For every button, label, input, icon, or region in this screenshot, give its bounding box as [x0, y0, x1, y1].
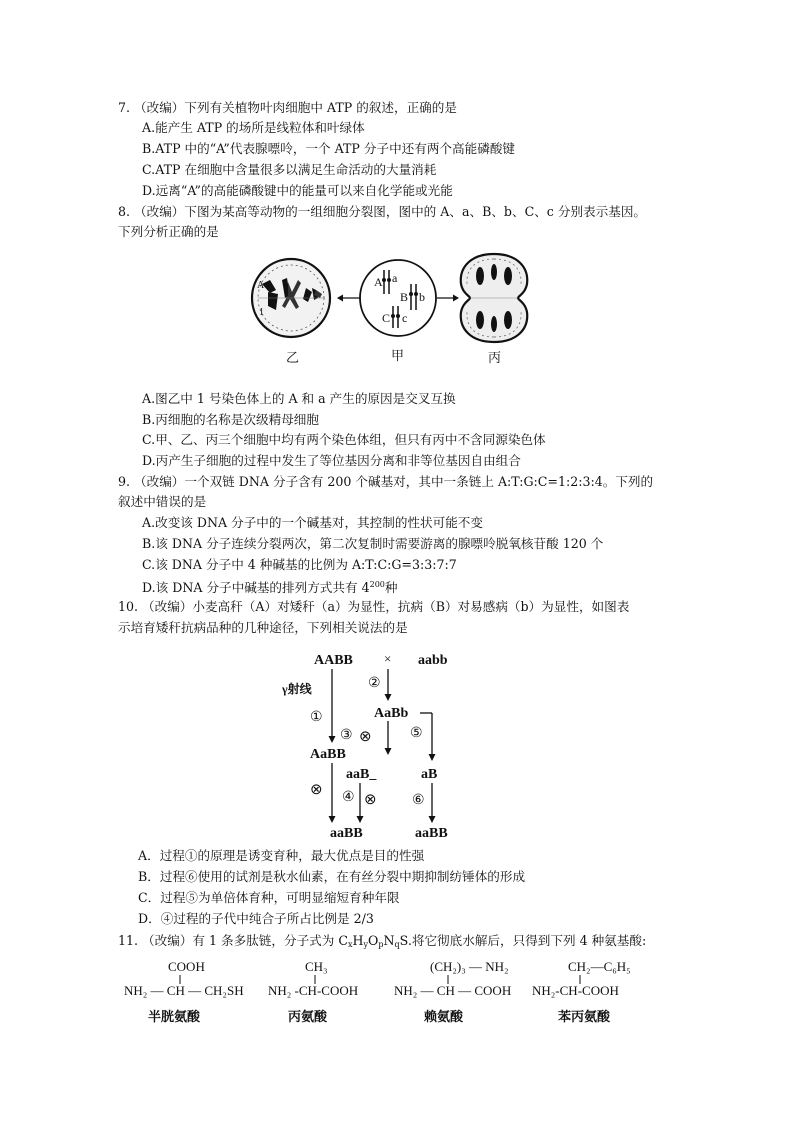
q10-stem-line2: 示培育矮秆抗病品种的几种途径，下列相关说法的是: [118, 620, 408, 635]
result-aaBB-right: aaBB: [415, 826, 448, 841]
q10-breeding-diagram: [270, 647, 470, 843]
q8-cell-division-figure: [248, 248, 548, 370]
cysteine-top-group: COOH: [168, 959, 205, 974]
jia-gene-a: a: [392, 271, 398, 285]
q8-option-c: C.甲、乙、丙三个细胞中均有两个染色体组，但只有丙中不含同源染色体: [142, 432, 546, 447]
jia-gene-c: c: [402, 311, 408, 325]
q8-stem-line1: 8. （改编）下图为某高等动物的一组细胞分裂图，图中的 A、a、B、b、C、c 分别表示基因。: [118, 204, 647, 219]
parent-aabb: aabb: [418, 653, 448, 668]
q8-stem-line2: 下列分析正确的是: [118, 224, 219, 239]
selfed-aaB_: aaB_: [346, 767, 377, 782]
yi-chromosome-1: 1: [259, 307, 264, 318]
q9-stem-line2: 叙述中错误的是: [118, 494, 207, 509]
step-1b-selfing-icon: ⊗: [310, 782, 323, 798]
step-4-selfing-icon: ⊗: [364, 792, 377, 808]
q10-option-d: D．④过程的子代中纯合子所占比例是 2/3: [138, 911, 374, 926]
step-5-label: ⑤: [410, 726, 423, 741]
q9-option-d: [142, 576, 397, 597]
fig-label-yi: 乙: [286, 351, 300, 366]
q9-option-c: C.该 DNA 分子中 4 种碱基的比例为 A:T:C:G=3:3:7:7: [142, 557, 457, 572]
step-4-label: ④: [342, 790, 355, 805]
q10-stem-line1: 10. （改编）小麦高秆（A）对矮秆（a）为显性，抗病（B）对易感病（b）为显性，如图表: [118, 599, 630, 614]
alanine-name: 丙氨酸: [288, 1010, 328, 1025]
phenylalanine-main-chain: NH₂-CH-COOH: [532, 983, 619, 998]
q11-amino-acid-structures: [118, 954, 678, 1030]
parent-AABB: AABB: [314, 653, 353, 668]
q10-option-c: C．过程⑤为单倍体育种，可明显缩短育种年限: [138, 890, 400, 905]
cysteine-main-chain: NH₂ — CH — CH₂SH: [124, 983, 244, 998]
yi-gene-A: A: [257, 280, 265, 291]
q11-stem: 11. （改编）有 1 条多肽链，分子式为 $C_xH_yO_pN_qS$.将它彻底水解后，只得到下列 4 种氨基酸:: [118, 933, 647, 949]
fig-label-bing: 丙: [488, 351, 502, 366]
q11-stem-text: 11. （改编）有 1 条多肽链，分子式为 C: [118, 933, 349, 948]
step-2-label: ②: [368, 676, 381, 691]
q9-option-a: A.改变该 DNA 分子中的一个碱基对，其控制的性状可能不变: [142, 515, 483, 530]
step-3-selfing-icon: ⊗: [359, 729, 372, 745]
q9-option-d-exponent: 200: [369, 580, 385, 589]
lysine-top-group: (CH₂)₃ — NH₂: [430, 959, 509, 974]
q8-option-d: D.丙产生子细胞的过程中发生了等位基因分离和非等位基因自由组合: [142, 453, 521, 468]
fig-label-jia: 甲: [391, 349, 405, 364]
lysine-name: 赖氨酸: [424, 1010, 464, 1025]
jia-gene-B: B: [400, 290, 409, 304]
gamma-ray-label: γ射线: [282, 682, 312, 696]
step-3-label: ③: [340, 728, 353, 743]
q7-option-b: B.ATP 中的“A”代表腺嘌呤，一个 ATP 分子中还有两个高能磷酸键: [142, 141, 516, 156]
q9-option-d-text: D.该 DNA 分子中碱基的排列方式共有 4: [142, 580, 370, 595]
result-aaBB-left: aaBB: [330, 826, 363, 841]
alanine-main-chain: NH₂ -CH-COOH: [268, 983, 359, 998]
mutant-AaBB: AaBB: [310, 747, 346, 762]
q10-option-b: B．过程⑥使用的试剂是秋水仙素，在有丝分裂中期抑制纺锤体的形成: [138, 869, 526, 884]
cell-jia: [360, 260, 436, 336]
q9-stem-line1: 9. （改编）一个双链 DNA 分子含有 200 个碱基对，其中一条链上 A:T:G:C=1:2:3:4。下列的: [118, 474, 654, 489]
q7-option-c: C.ATP 在细胞中含量很多以满足生命活动的大量消耗: [142, 162, 437, 177]
cell-yi: [252, 259, 330, 337]
phenylalanine-name: 苯丙氨酸: [558, 1010, 611, 1025]
f1-AaBb: AaBb: [374, 706, 409, 721]
step-6-label: ⑥: [412, 793, 425, 808]
haploid-aB: aB: [421, 767, 438, 782]
jia-gene-b: b: [419, 290, 425, 304]
alanine-top-group: CH₃: [305, 959, 328, 974]
q7-option-a: A.能产生 ATP 的场所是线粒体和叶绿体: [142, 120, 365, 135]
q7-stem: 7. （改编）下列有关植物叶肉细胞中 ATP 的叙述，正确的是: [118, 100, 457, 115]
phenylalanine-top-group: CH₂—C₆H₅: [568, 959, 631, 974]
cross-symbol: ×: [384, 651, 392, 666]
lysine-main-chain: NH₂ — CH — COOH: [394, 983, 512, 998]
cysteine-name: 半胱氨酸: [148, 1010, 201, 1025]
q9-option-d-unit: 种: [384, 580, 398, 595]
q8-option-a: A.图乙中 1 号染色体上的 A 和 a 产生的原因是交叉互换: [142, 391, 456, 406]
q10-option-a: A．过程①的原理是诱变育种，最大优点是目的性强: [138, 848, 425, 863]
jia-gene-A: A: [374, 275, 383, 289]
q8-option-b: B.丙细胞的名称是次级精母细胞: [142, 412, 319, 427]
step-1-label: ①: [310, 710, 323, 725]
jia-gene-C: C: [382, 311, 391, 325]
cell-bing: [461, 254, 527, 342]
q9-option-b: B.该 DNA 分子连续分裂两次，第二次复制时需要游离的腺嘌呤脱氧核苷酸 120 个: [142, 536, 604, 551]
q7-option-d: D.远离“A”的高能磷酸键中的能量可以来自化学能或光能: [142, 183, 453, 198]
q11-stem-tail: 将它彻底水解后，只得到下列 4 种氨基酸:: [411, 933, 647, 948]
